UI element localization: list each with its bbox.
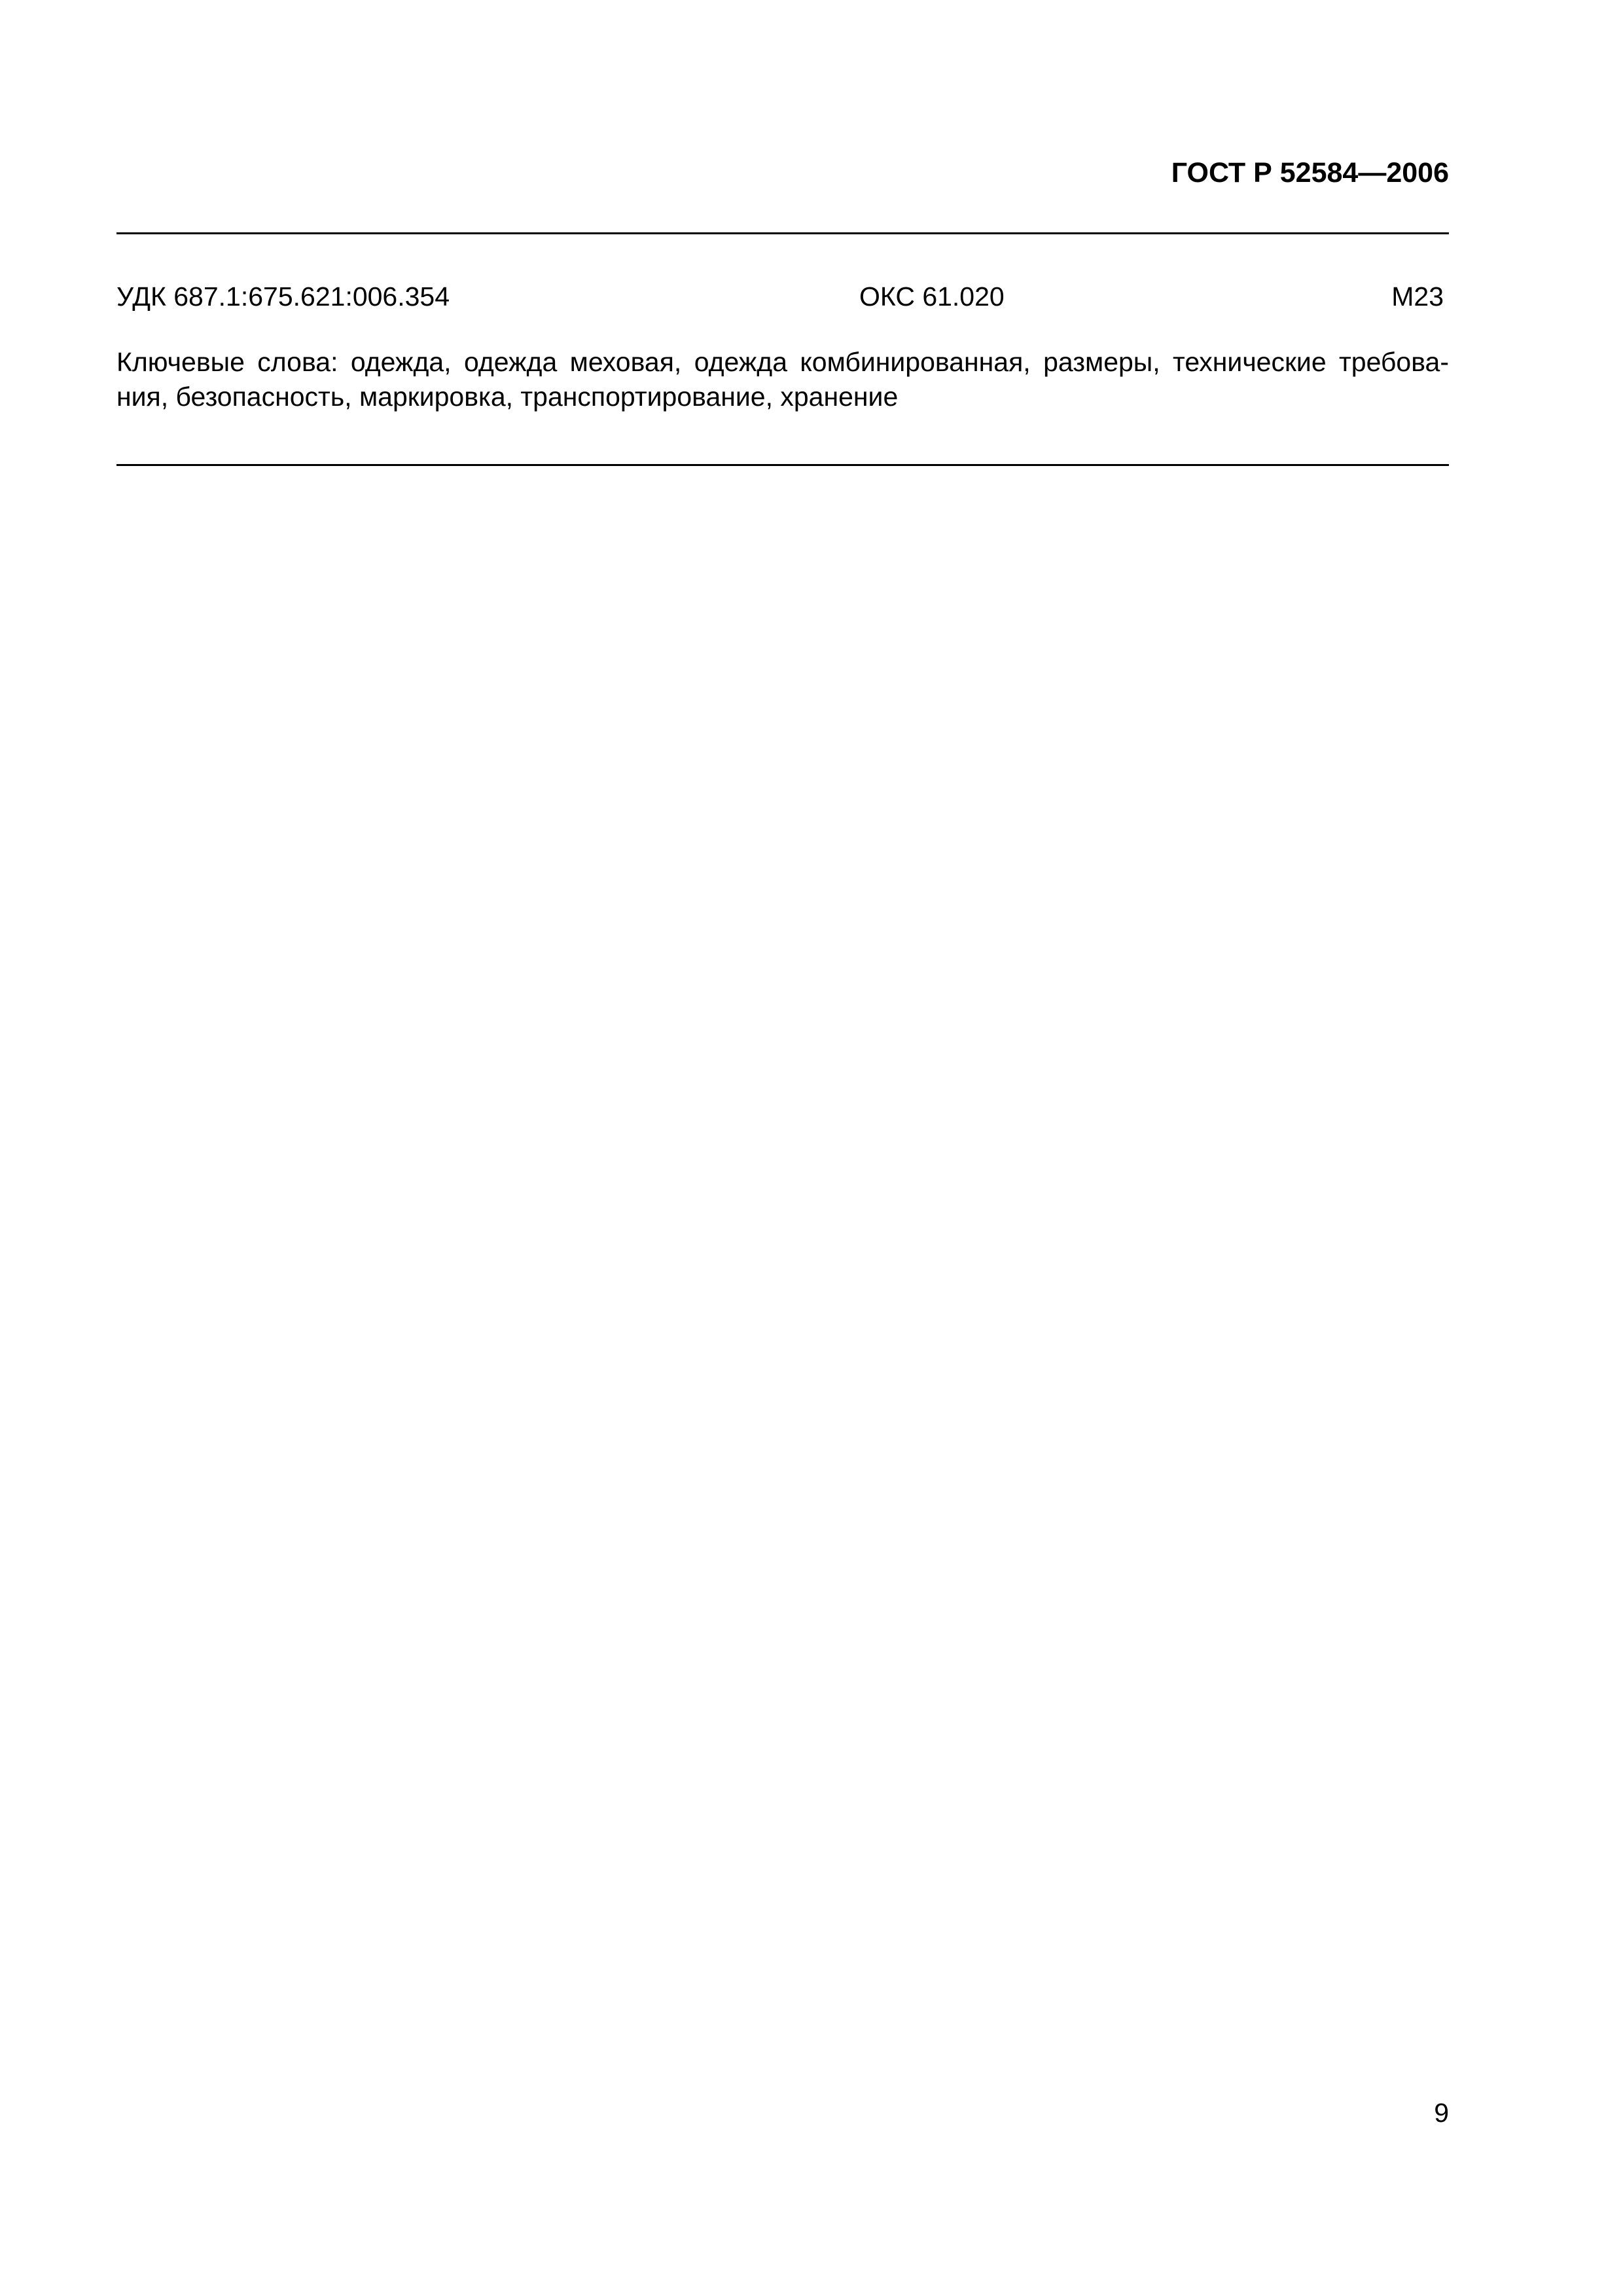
group-code: М23 [1391,281,1444,312]
keywords-line-2: ния, безопасность, маркировка, транспортирование, хранение [116,382,899,412]
keywords-block [116,345,1449,414]
udk-code: УДК 687.1:675.621:006.354 [116,281,450,312]
keywords-line-1: Ключевые слова: одежда, одежда меховая, одежда комбинированная, размеры, технические требова- [116,347,1449,377]
standard-code-header: ГОСТ Р 52584—2006 [1171,157,1449,188]
bottom-divider [116,464,1449,466]
top-divider [116,232,1449,234]
oks-code: ОКС 61.020 [859,281,1005,312]
page-number: 9 [1434,2098,1449,2128]
